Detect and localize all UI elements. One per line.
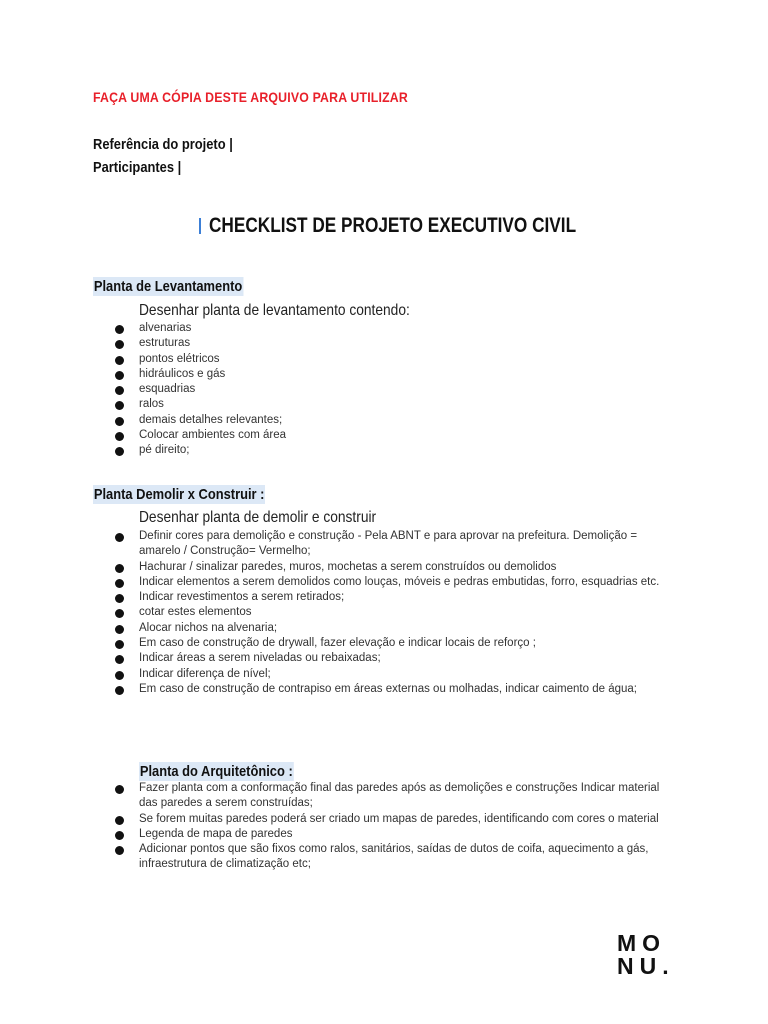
list-item: Em caso de construção de drywall, fazer elevação e indicar locais de reforço ; xyxy=(0,636,679,651)
list-item: Indicar áreas a serem niveladas ou rebaixadas; xyxy=(0,651,679,666)
logo-line-1: MO xyxy=(617,930,667,956)
document-title-block xyxy=(199,214,657,238)
list-item: alvenarias xyxy=(0,321,679,336)
list-item: Legenda de mapa de paredes xyxy=(0,827,679,842)
monu-logo xyxy=(617,932,675,978)
list-item: cotar estes elementos xyxy=(0,605,679,620)
list-item: Em caso de construção de contrapiso em áreas externas ou molhadas, indicar caimento de água; xyxy=(0,682,679,697)
list-item: Alocar nichos na alvenaria; xyxy=(0,621,679,636)
list-item: hidráulicos e gás xyxy=(0,367,679,382)
list-item: Fazer planta com a conformação final das paredes após as demolições e construções Indicar material das paredes a serem construídas; xyxy=(0,781,679,812)
project-reference-label: Referência do projeto | xyxy=(93,136,233,153)
section-heading-arquitetonico: Planta do Arquitetônico : xyxy=(139,763,293,780)
list-item: Adicionar pontos que são fixos como ralos, sanitários, saídas de dutos de coifa, aquecimento a gás, infraestrutura de climatização etc; xyxy=(0,842,679,873)
logo-line-2: NU. xyxy=(617,953,675,979)
list-item: esquadrias xyxy=(0,382,679,397)
list-item: Definir cores para demolição e construção - Pela ABNT e para aprovar na prefeitura. Demolição = amarelo / Construção= Vermelho; xyxy=(0,529,679,560)
list-item: Se forem muitas paredes poderá ser criado um mapas de paredes, identificando com cores o material xyxy=(0,812,679,827)
list-item: ralos xyxy=(0,397,679,412)
section-intro-demolir-construir: Desenhar planta de demolir e construir xyxy=(139,509,377,526)
checklist-demolir-construir xyxy=(0,529,679,697)
list-item: demais detalhes relevantes; xyxy=(0,413,679,428)
section-heading-levantamento: Planta de Levantamento xyxy=(93,278,243,295)
list-item: Indicar revestimentos a serem retirados; xyxy=(0,590,679,605)
document-title: CHECKLIST DE PROJETO EXECUTIVO CIVIL xyxy=(209,214,577,237)
checklist-levantamento xyxy=(0,321,679,459)
participants-label: Participantes | xyxy=(93,159,182,176)
checklist-arquitetonico xyxy=(0,781,679,873)
section-heading-demolir-construir: Planta Demolir x Construir : xyxy=(93,486,265,503)
title-accent-bar xyxy=(199,218,201,234)
list-item: pontos elétricos xyxy=(0,352,679,367)
list-item: Indicar diferença de nível; xyxy=(0,667,679,682)
list-item: pé direito; xyxy=(0,443,679,458)
list-item: Hachurar / sinalizar paredes, muros, mochetas a serem construídos ou demolidos xyxy=(0,560,679,575)
section-intro-levantamento: Desenhar planta de levantamento contendo: xyxy=(139,302,410,319)
list-item: Indicar elementos a serem demolidos como louças, móveis e pedras embutidas, forro, esquadrias etc. xyxy=(0,575,679,590)
list-item: Colocar ambientes com área xyxy=(0,428,679,443)
list-item: estruturas xyxy=(0,336,679,351)
copy-warning: FAÇA UMA CÓPIA DESTE ARQUIVO PARA UTILIZAR xyxy=(93,89,408,105)
